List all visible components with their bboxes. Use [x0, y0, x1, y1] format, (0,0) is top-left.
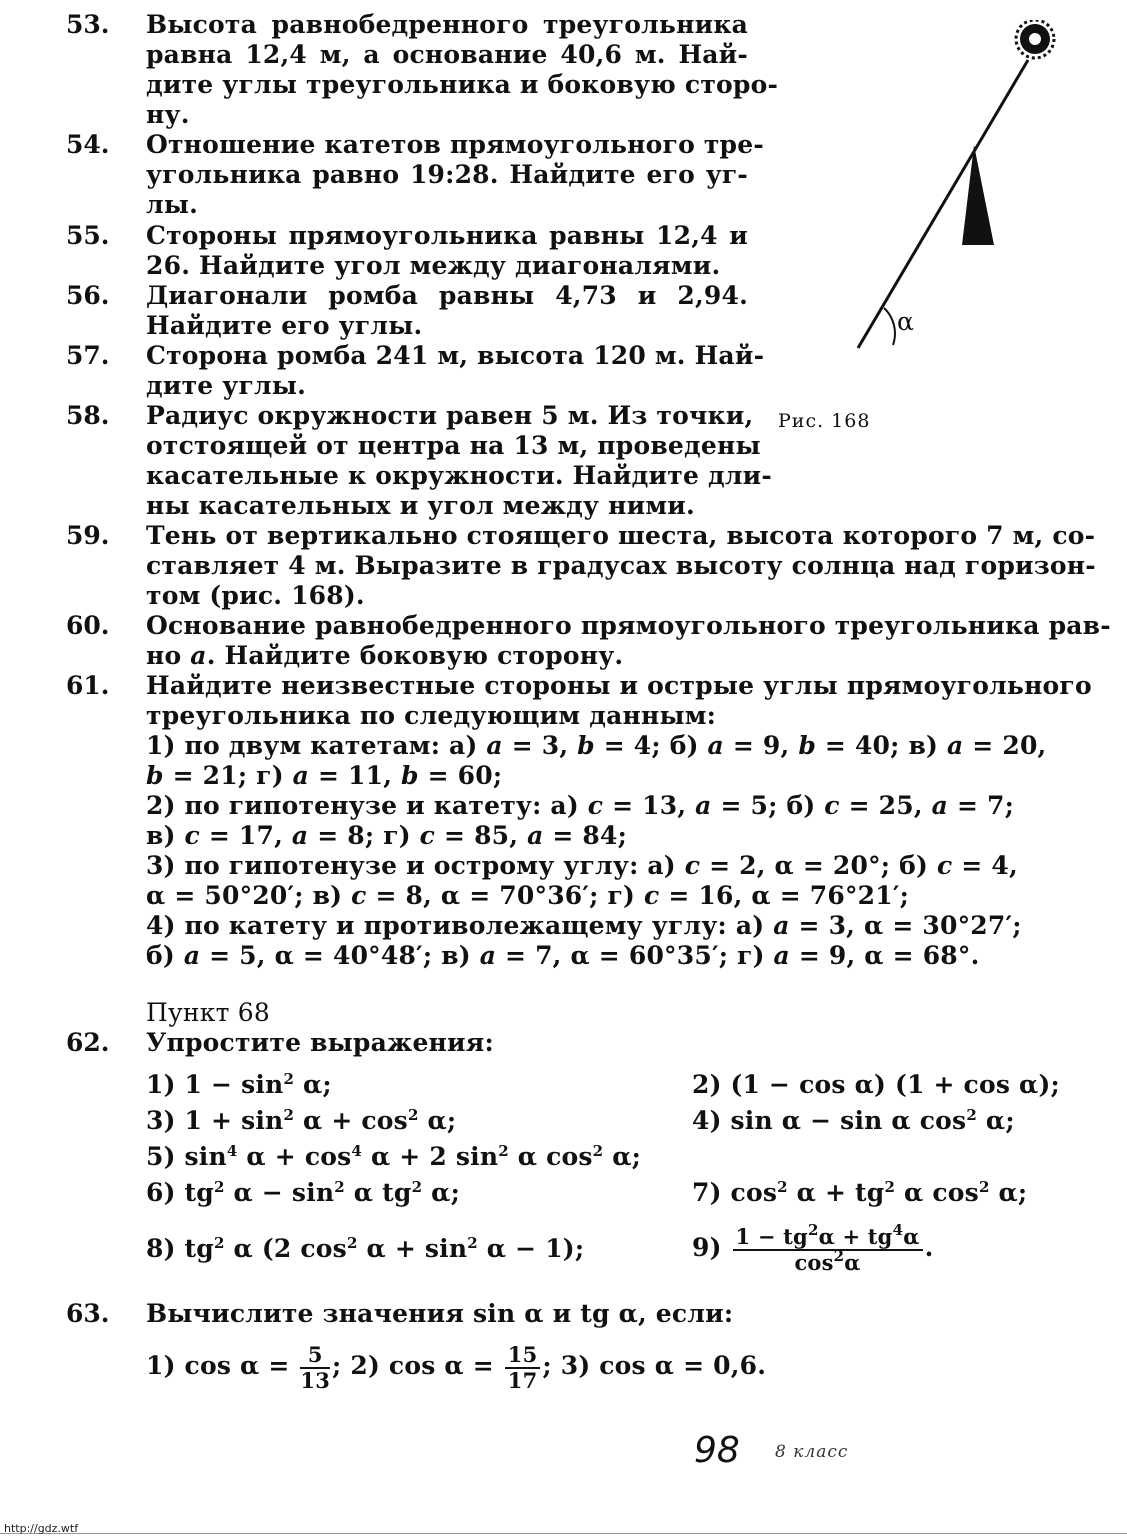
problem-58-line-2: отстоящей от центра на 13 м, проведены [146, 431, 761, 460]
problem-61-case-3: 3) по гипотенузе и острому углу: а) c = 2, α = 20°; б) c = 4, [146, 851, 1018, 880]
sun-icon [1016, 20, 1054, 58]
problem-57-line-1: Сторона ромба 241 м, высота 120 м. Най- [146, 341, 765, 370]
problem-58-line-4: ны касательных и угол между ними. [146, 491, 695, 520]
problem-53-number: 53. [66, 10, 110, 39]
page-number: 98 [694, 1430, 740, 1471]
expr-8: 8) $tg^2$ α (2 $\cos^2 \alpha + \sin^2 \alpha - 1$); [146, 1234, 585, 1263]
problem-58-line-1: Радиус окружности равен 5 м. Из точки, [146, 401, 754, 430]
problem-54-line-3: лы. [146, 190, 198, 219]
figure-caption: Рис. 168 [778, 410, 871, 432]
problem-53-line-3: дите углы треугольника и боковую сторо- [146, 70, 779, 99]
problem-61-case-2: 2) по гипотенузе и катету: а) c = 13, a = 5; б) c = 25, a = 7; [146, 791, 1015, 820]
grade-label: 8 класс [775, 1442, 849, 1462]
expr-9-fraction: $\frac{1 - tg^2\alpha + tg^4\alpha}{\cos^2\alpha}$ [733, 1225, 923, 1275]
problem-59-line-3: том (рис. 168). [146, 581, 365, 610]
angle-arc [884, 308, 895, 345]
problem-54-line-1: Отношение катетов прямоугольного тре- [146, 130, 764, 159]
problem-61-line-2: треугольника по следующим данным: [146, 701, 717, 730]
fraction-15-17: $\frac{15}{17}$ [505, 1343, 541, 1393]
problem-53-line-1: Высота равнобедренного треугольника [146, 10, 748, 39]
problem-55-line-2: 26. Найдите угол между диагоналями. [146, 251, 721, 280]
problem-59-number: 59. [66, 521, 110, 550]
problem-53-line-4: ну. [146, 100, 190, 129]
problem-61-number: 61. [66, 671, 110, 700]
problem-55-line-1: Стороны прямоугольника равны 12,4 и [146, 221, 748, 250]
expr-1: 1) $1 - \sin^2 \alpha$; [146, 1070, 332, 1099]
fraction-5-13: $\frac{5}{13}$ [300, 1341, 331, 1393]
pole-shadow-icon [962, 145, 994, 245]
problem-60-line-1: Основание равнобедренного прямоугольного треугольника рав- [146, 611, 1111, 640]
problem-56-number: 56. [66, 281, 110, 310]
expr-4: 4) sin α − sin α $\cos^2 \alpha$; [692, 1106, 1015, 1135]
problem-61-case-3-cont: α = 50°20′; в) c = 8, α = 70°36′; г) c = 16, α = 76°21′; [146, 881, 910, 910]
problem-63-number: 63. [66, 1299, 110, 1328]
footer-divider [0, 1533, 1127, 1534]
expr-2: 2) (1 − cos α) (1 + cos α); [692, 1070, 1060, 1099]
problem-54-line-2: угольника равно 19:28. Найдите его уг- [146, 160, 748, 189]
problem-55-number: 55. [66, 221, 110, 250]
angle-alpha-label: α [897, 307, 915, 336]
section-heading: Пункт 68 [146, 998, 270, 1027]
problem-57-line-2: дите углы. [146, 371, 307, 400]
problem-61-case-4: 4) по катету и противолежащему углу: а) a = 3, α = 30°27′; [146, 911, 1022, 940]
problem-59-line-2: ставляет 4 м. Выразите в градусах высоту солнца над горизон- [146, 551, 1096, 580]
figure-168 [840, 20, 1080, 360]
problem-61-case-1-cont: b = 21; г) a = 11, b = 60; [146, 761, 503, 790]
problem-62-title: Упростите выражения: [146, 1028, 494, 1057]
problem-63-title: Вычислите значения sin α и tg α, если: [146, 1299, 734, 1328]
problem-61-case-2-cont: в) c = 17, a = 8; г) c = 85, a = 84; [146, 821, 628, 850]
problem-60-line-2: но a. Найдите боковую сторону. [146, 641, 624, 670]
problem-57-number: 57. [66, 341, 110, 370]
problem-60-number: 60. [66, 611, 110, 640]
expr-7: 7) $\cos^2 \alpha + tg^2$ α $\cos^2 \alpha$; [692, 1178, 1028, 1207]
problem-61-line-1: Найдите неизвестные стороны и острые углы прямоугольного [146, 671, 1092, 700]
problem-61-case-4-cont: б) a = 5, α = 40°48′; в) a = 7, α = 60°35′; г) a = 9, α = 68°. [146, 941, 980, 970]
problem-62-number: 62. [66, 1028, 110, 1057]
problem-58-number: 58. [66, 401, 110, 430]
expr-6: 6) $tg^2$ $\alpha - \sin^2 \alpha$ $tg^2$ α; [146, 1178, 461, 1207]
expr-3: 3) $1 + \sin^2 \alpha + \cos^2 \alpha$; [146, 1106, 457, 1135]
expr-9: 9) $\frac{1 - tg^2\alpha + tg^4\alpha}{\cos^2\alpha}$ . [692, 1220, 934, 1275]
problem-63-cases: 1) cos α = $\frac{5}{13}$ ; 2) cos α = $\frac{15}{17}$ ; 3) cos α = 0,6. [146, 1341, 767, 1393]
problem-58-line-3: касательные к окружности. Найдите дли- [146, 461, 772, 490]
sun-ray-line [858, 60, 1028, 348]
problem-54-number: 54. [66, 130, 110, 159]
watermark-link[interactable]: http://gdz.wtf [4, 1522, 79, 1535]
problem-59-line-1: Тень от вертикально стоящего шеста, высота которого 7 м, со- [146, 521, 1096, 550]
problem-56-line-1: Диагонали ромба равны 4,73 и 2,94. [146, 281, 748, 310]
expr-5: 5) $\sin^4 \alpha + \cos^4 \alpha + 2$ $\sin^2 \alpha$ $\cos^2 \alpha$; [146, 1142, 642, 1171]
problem-56-line-2: Найдите его углы. [146, 311, 423, 340]
problem-53-line-2: равна 12,4 м, а основание 40,6 м. Най- [146, 40, 748, 69]
problem-61-case-1: 1) по двум катетам: а) a = 3, b = 4; б) a = 9, b = 40; в) a = 20, [146, 731, 1047, 760]
